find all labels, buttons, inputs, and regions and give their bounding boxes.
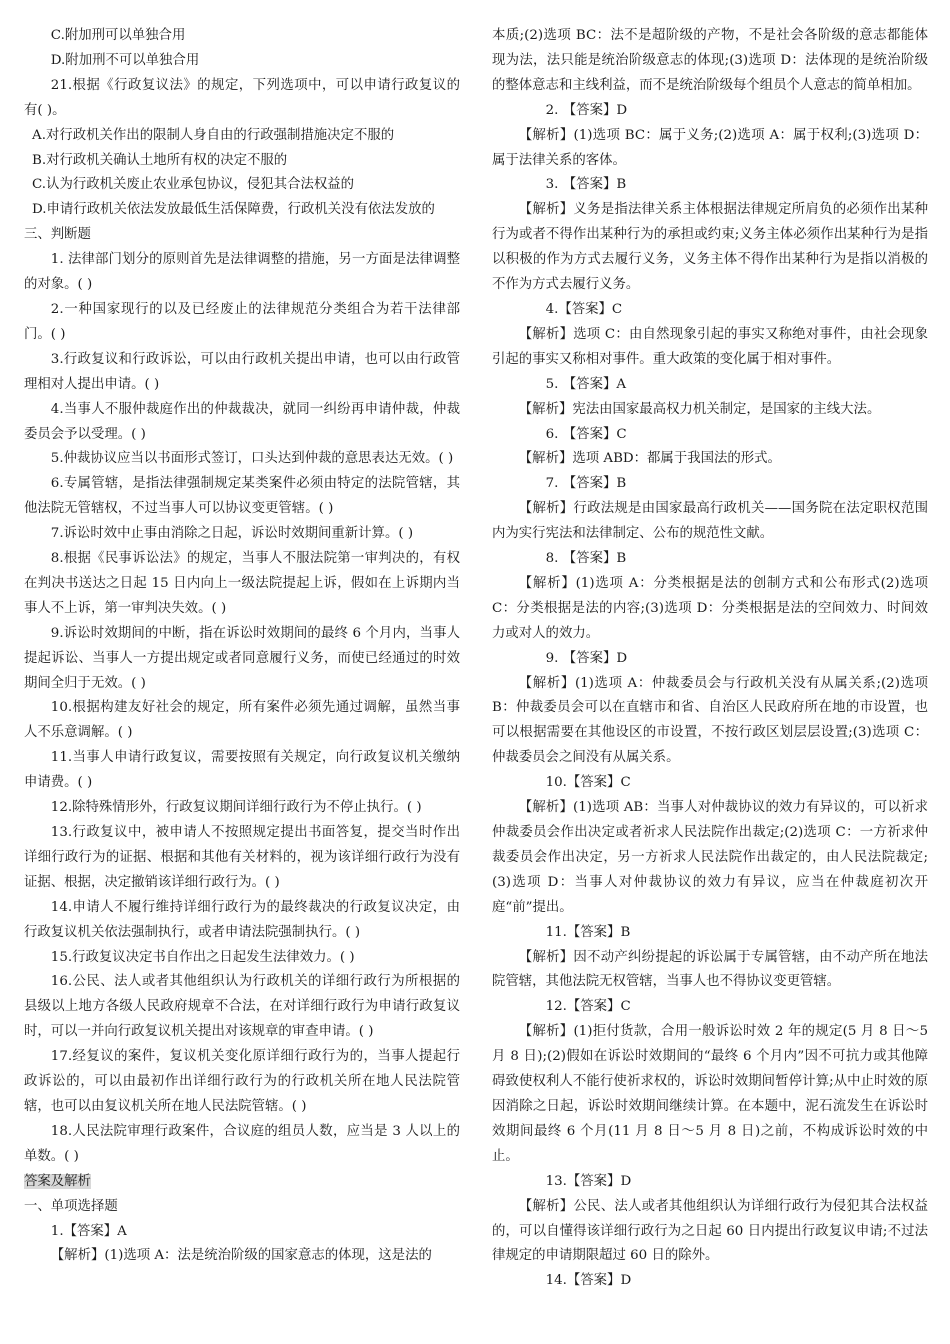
text-paragraph: 【解析】(1)选项 AB：当事人对仲裁协议的效力有异议的，可以祈求仲裁委员会作出决定或者祈求人民法院作出裁定;(2)选项 C：一方祈求仲裁委员会作出决定，另一方祈求人民法院作出裁定的，由人民法院裁定;(3)选项 D：当事人对仲裁协议的效力有异议，应当在仲裁庭初次开庭“前”提出。 [492, 800, 928, 915]
section-heading [24, 1170, 460, 1195]
answer-number: 2. [545, 102, 559, 118]
text-paragraph: 1.【答案】A [50, 1223, 127, 1239]
text-paragraph: 10.根据构建友好社会的规定，所有案件必须先通过调解，虽然当事人不乐意调解。( ) [24, 700, 460, 741]
text-paragraph: B.对行政机关确认土地所有权的决定不服的 [32, 152, 288, 168]
text-paragraph: A.对行政机关作出的限制人身自由的行政强制措施决定不服的 [32, 127, 395, 143]
text-paragraph: 18.人民法院审理行政案件，合议庭的组员人数，应当是 3 人以上的单数。( ) [24, 1123, 460, 1164]
text-paragraph: 4.当事人不服仲裁庭作出的仲裁裁决，就同一纠纷再申请仲裁，仲裁委员会予以受理。( ) [24, 401, 460, 442]
text-paragraph: 【解析】选项 ABD：都属于我国法的形式。 [518, 451, 781, 467]
answer-line [492, 423, 928, 448]
answer-number: 3. [545, 177, 559, 193]
answer-number: 8. [545, 551, 559, 567]
text-paragraph: 8.根据《民事诉讼法》的规定，当事人不服法院第一审判决的，有权在判决书送达之日起 15 日内向上一级法院提起上诉，假如在上诉期内当事人不上诉，第一审判决失效。( ) [24, 551, 460, 616]
text-paragraph: 【解析】(1)选项 BC：属于义务;(2)选项 A：属于权利;(3)选项 D：属于法律关系的客体。 [492, 127, 928, 168]
answer-line [492, 472, 928, 497]
text-paragraph: 1. 法律部门划分的原则首先是法律调整的措施，另一方面是法律调整的对象。( ) [24, 252, 460, 293]
text-paragraph: 【解析】义务是指法律关系主体根据法律规定所肩负的必须作出某种行为或者不得作出某种行为的承担或约束;义务主体必须作出某种行为是指以积极的作为方式去履行义务，义务主体不得作出某种行为是指以消极的不作为方式去履行义务。 [492, 202, 928, 293]
text-paragraph: D.申请行政机关依法发放最低生活保障费，行政机关没有依法发放的 [32, 202, 435, 218]
text-paragraph: 【解析】行政法规是由国家最高行政机关——国务院在法定职权范围内为实行宪法和法律制定、公布的规范性文献。 [492, 501, 928, 542]
answer-line [492, 99, 928, 124]
answer-number: 4. [545, 301, 559, 317]
answer-number: 11. [545, 924, 567, 940]
text-paragraph: 【解析】(1)选项 A：分类根据是法的创制方式和公布形式(2)选项 C：分类根据是法的内容;(3)选项 D：分类根据是法的空间效力、时间效力或对人的效力。 [492, 575, 928, 641]
text-paragraph: 【解析】(1)选项 A：法是统治阶级的国家意志的体现，这是法的 [50, 1248, 432, 1264]
answer-number: 5. [545, 376, 559, 392]
text-paragraph: 【解析】因不动产纠纷提起的诉讼属于专属管辖，由不动产所在地法院管辖，其他法院无权管辖，当事人也不得协议变更管辖。 [492, 949, 928, 990]
text-paragraph: 16.公民、法人或者其他组织认为行政机关的详细行政行为所根据的县级以上地方各级人民政府规章不合法，在对详细行政行为申请行政复议时，可以一并向行政复议机关提出对该规章的审查申请。( ) [24, 974, 460, 1040]
answer-line [492, 298, 928, 323]
text-paragraph: C.附加刑可以单独合用 [50, 28, 186, 43]
answer-line [492, 1170, 928, 1195]
answer-line [492, 373, 928, 398]
text-paragraph: 15.行政复议决定书自作出之日起发生法律效力。( ) [50, 949, 355, 965]
text-paragraph: 17.经复议的案件，复议机关变化原详细行政行为的，当事人提起行政诉讼的，可以由最初作出详细行政行为的行政机关所在地人民法院管辖，也可以由复议机关所在地人民法院管辖。( ) [24, 1049, 460, 1114]
answer-text: 【答案】C [566, 775, 631, 791]
text-paragraph: 【解析】公民、法人或者其他组织认为详细行政行为侵犯其合法权益的，可以自懂得该详细行政行为之日起 60 日内提出行政复议申请;不过法律规定的申请期限超过 60 日的除外。 [492, 1198, 928, 1264]
answer-text: 【答案】B [566, 924, 631, 940]
text-paragraph: 【解析】宪法由国家最高权力机关制定，是国家的主线大法。 [518, 401, 881, 417]
text-paragraph: 【解析】选项 C：由自然现象引起的事实又称绝对事件，由社会现象引起的事实又称相对事件。重大政策的变化属于相对事件。 [492, 326, 928, 367]
text-paragraph: 21.根据《行政复议法》的规定，下列选项中，可以申请行政复议的有( )。 [24, 77, 460, 118]
answer-text: 【答案】B [562, 476, 627, 492]
answer-number: 10. [545, 775, 567, 791]
answer-number: 6. [545, 426, 559, 442]
answer-number: 14. [545, 1273, 567, 1289]
answer-text: 【答案】C [558, 301, 623, 317]
answer-line [492, 547, 928, 572]
text-paragraph: C.认为行政机关废止农业承包协议，侵犯其合法权益的 [32, 177, 355, 193]
answer-line [492, 921, 928, 946]
text-paragraph: 12.除特殊情形外，行政复议期间详细行政行为不停止执行。( ) [50, 800, 422, 816]
text-paragraph: 一、单项选择题 [24, 1198, 118, 1214]
text-paragraph: 【解析】(1)选项 A：仲裁委员会与行政机关没有从属关系;(2)选项 B：仲裁委员会可以在直辖市和省、自治区人民政府所在地的市设置，也可以根据需要在其他设区的市设置，不按行政区划层层设置;(3)选项 C：仲裁委员会之间没有从属关系。 [492, 675, 928, 766]
text-paragraph: 9.诉讼时效期间的中断，指在诉讼时效期间的最终 6 个月内，当事人提起诉讼、当事人一方提出规定或者同意履行义务，而使已经通过的时效期间全归于无效。( ) [24, 625, 460, 691]
answer-text: 【答案】B [562, 177, 627, 193]
answer-number: 12. [545, 999, 567, 1015]
text-paragraph: 三、判断题 [24, 227, 91, 243]
answer-number: 9. [545, 650, 559, 666]
text-paragraph: 【解析】(1)拒付货款，合用一般诉讼时效 2 年的规定(5 月 8 日～5 月 8 日);(2)假如在诉讼时效期间的“最终 6 个月内”因不可抗力或其他障碍致使权利人不能行使祈求权的，诉讼时效期间暂停计算;从中止时效的原因消除之日起，诉讼时效期间继续计算。在本题中，泥石流发生在诉讼时效期间最终 6 个月(11 月 8 日～5 月 8 日)之前，不构成诉讼时效的中止。 [492, 1024, 928, 1164]
answer-line [492, 771, 928, 796]
text-paragraph: 7.诉讼时效中止事由消除之日起，诉讼时效期间重新计算。( ) [50, 526, 414, 542]
answer-text: 【答案】C [566, 999, 631, 1015]
answer-line [492, 1269, 928, 1294]
right-column [492, 24, 928, 1294]
answer-text: 【答案】C [562, 426, 627, 442]
answer-line [492, 647, 928, 672]
highlighted-heading: 答案及解析 [24, 1173, 91, 1189]
answer-number: 13. [545, 1173, 567, 1189]
answer-line [492, 173, 928, 198]
text-paragraph: 11.当事人申请行政复议，需要按照有关规定，向行政复议机关缴纳申请费。( ) [24, 750, 460, 791]
text-paragraph: 3.行政复议和行政诉讼，可以由行政机关提出申请，也可以由行政管理相对人提出申请。( ) [24, 351, 460, 392]
answer-text: 【答案】D [562, 102, 628, 118]
answer-text: 【答案】D [566, 1173, 632, 1189]
answer-text: 【答案】B [562, 551, 627, 567]
answer-line [492, 995, 928, 1020]
text-paragraph: 6.专属管辖，是指法律强制规定某类案件必须由特定的法院管辖，其他法院无管辖权，不过当事人可以协议变更管辖。( ) [24, 476, 460, 517]
left-column [24, 24, 460, 1269]
text-paragraph: 5.仲裁协议应当以书面形式签订，口头达到仲裁的意思表达无效。( ) [50, 451, 454, 467]
text-paragraph: 本质;(2)选项 BC：法不是超阶级的产物，不是社会各阶级的意志都能体现为法，法只能是统治阶级意志的体现;(3)选项 D：法体现的是统治阶级的整体意志和主线利益，而不是统治阶级每个组员个人意志的简单相加。 [492, 28, 928, 93]
text-paragraph: 14.申请人不履行维持详细行政行为的最终裁决的行政复议决定，由行政复议机关依法强制执行，或者申请法院强制执行。( ) [24, 899, 460, 940]
answer-text: 【答案】D [566, 1273, 632, 1289]
answer-text: 【答案】A [562, 376, 627, 392]
answer-text: 【答案】D [562, 650, 628, 666]
text-paragraph: 13.行政复议中，被申请人不按照规定提出书面答复，提交当时作出详细行政行为的证据、根据和其他有关材料的，视为该详细行政行为没有证据、根据，决定撤销该详细行政行为。( ) [24, 825, 460, 890]
text-paragraph: 2.一种国家现行的以及已经废止的法律规范分类组合为若干法律部门。( ) [24, 301, 460, 342]
answer-number: 7. [545, 476, 559, 492]
text-paragraph: D.附加刑不可以单独合用 [50, 52, 200, 68]
